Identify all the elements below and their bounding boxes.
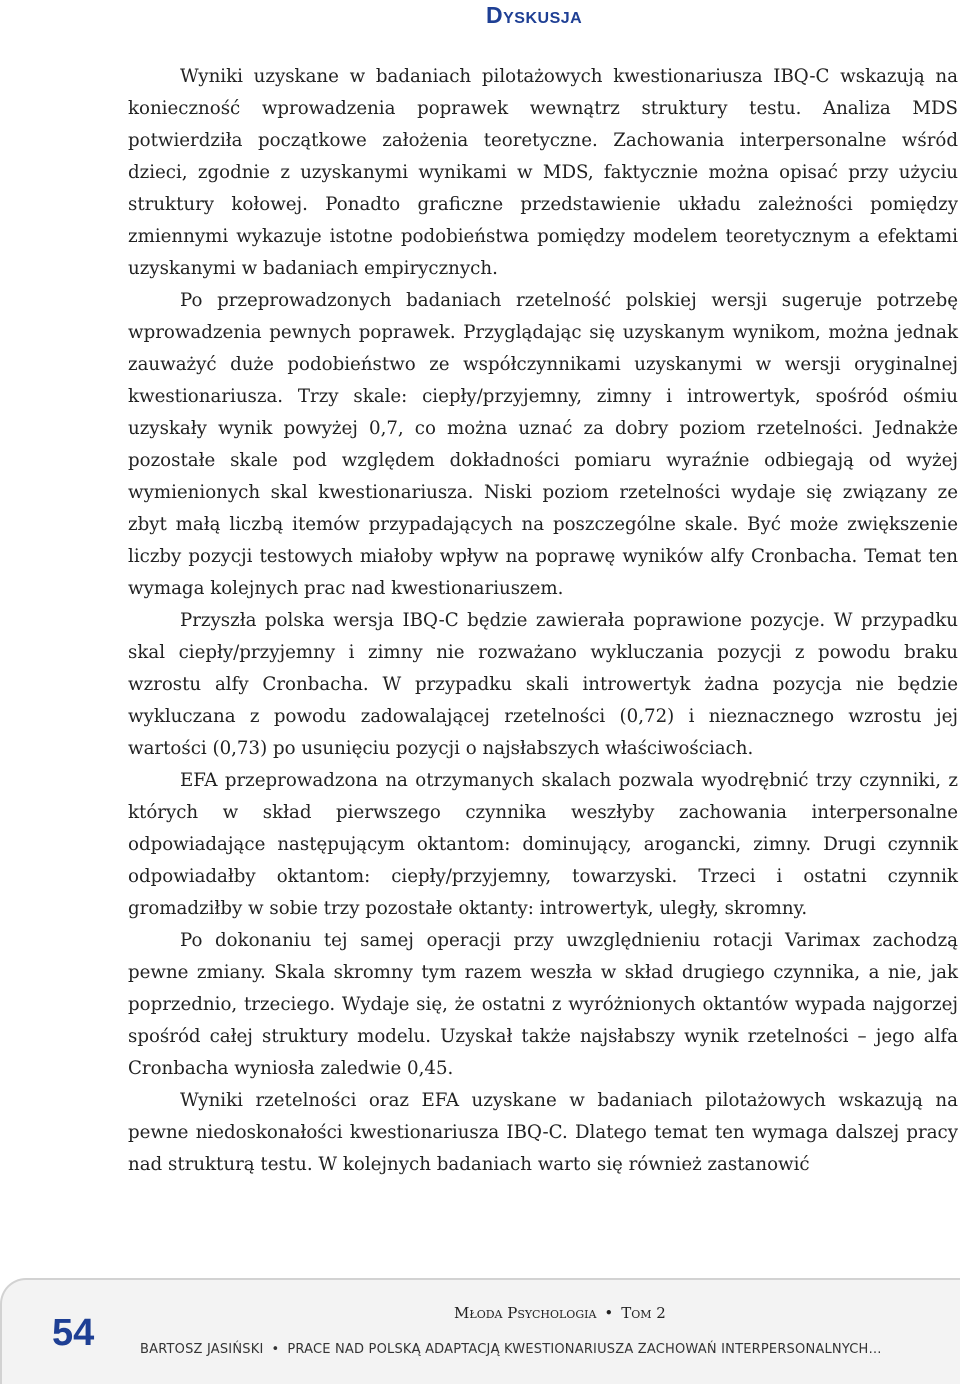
paragraph-6: Wyniki rzetelności oraz EFA uzyskane w badaniach pilotażowych wskazują na pewne niedoskonałości kwestionariusza IBQ-C. Dlatego temat ten wymaga dalszej pracy nad strukturą testu. W kolejnych badaniach warto się również zastanowić xyxy=(128,1090,958,1175)
page-footer xyxy=(0,1278,960,1384)
running-title xyxy=(140,1342,882,1357)
author-name: BARTOSZ JASIŃSKI xyxy=(140,1342,264,1357)
journal-info xyxy=(454,1304,666,1322)
separator-dot: • xyxy=(271,1342,280,1357)
section-heading: Dyskusja xyxy=(486,2,583,28)
paragraph-3: Przyszła polska wersja IBQ-C będzie zawierała poprawione pozycje. W przypadku skal ciepły/przyjemny i zimny nie rozważano wykluczania pozycji z powodu braku wzrostu alfy Cronbacha. W przypadku skali introwertyk żadna pozycja nie będzie wykluczana z powodu zadowalającej rzetelności (0,72) i nieznacznego wzrostu jej wartości (0,73) po usunięciu pozycji o najsłabszych właściwościach. xyxy=(128,610,958,759)
separator-dot: • xyxy=(604,1304,614,1322)
paragraph-4: EFA przeprowadzona na otrzymanych skalach pozwala wyodrębnić trzy czynniki, z których w skład pierwszego czynnika weszłyby zachowania interpersonalne odpowiadające następującym oktantom: dominujący, arogancki, zimny. Drugi czynnik odpowiadałby oktantom: ciepły/przyjemny, towarzyski. Trzeci i ostatni czynnik gromadziłby w sobie trzy pozostałe oktanty: introwertyk, uległy, skromny. xyxy=(128,770,958,919)
paragraph-1: Wyniki uzyskane w badaniach pilotażowych kwestionariusza IBQ-C wskazują na konieczność wprowadzenia poprawek wewnątrz struktury testu. Analiza MDS potwierdziła początkowe założenia teoretyczne. Zachowania interpersonalne wśród dzieci, zgodnie z uzyskanymi wynikami w MDS, faktycznie można opisać przy użyciu struktury kołowej. Ponadto graficzne przedstawienie układu zależności pomiędzy zmiennymi wykazuje istotne podobieństwa pomiędzy modelem teoretycznym a efektami uzyskanymi w badaniach empirycznych. xyxy=(128,66,958,279)
journal-volume: Tom 2 xyxy=(621,1304,666,1322)
paragraph-2: Po przeprowadzonych badaniach rzetelność polskiej wersji sugeruje potrzebę wprowadzenia pewnych poprawek. Przyglądając się uzyskanym wynikom, można jednak zauważyć duże podobieństwo ze współczynnikami uzyskanymi w wersji oryginalnej kwestionariusza. Trzy skale: ciepły/przyjemny, zimny i introwertyk, spośród ośmiu uzyskały wynik powyżej 0,7, co można uznać za dobry poziom rzetelności. Jednakże pozostałe skale pod względem dokładności pomiaru wyraźnie odbiegają od wyżej wymienionych skal kwestionariusza. Niski poziom rzetelności wydaje się związany ze zbyt małą liczbą itemów przypadających na poszczególne skale. Być może zwiększenie liczby pozycji testowych miałoby wpływ na poprawę wyników alfy Cronbacha. Temat ten wymaga kolejnych prac nad kwestionariuszem. xyxy=(128,290,958,599)
page-number: 54 xyxy=(52,1312,95,1354)
journal-title: Młoda Psychologia xyxy=(454,1304,597,1322)
paragraph-5: Po dokonaniu tej samej operacji przy uwzględnieniu rotacji Varimax zachodzą pewne zmiany. Skala skromny tym razem weszła w skład drugiego czynnika, a nie, jak poprzednio, trzeciego. Wydaje się, że ostatni z wyróżnionych oktantów wypada najgorzej spośród całej struktury modelu. Uzyskał także najsłabszy wynik rzetelności – jego alfa Cronbacha wyniosła zaledwie 0,45. xyxy=(128,930,958,1079)
body-text xyxy=(128,61,958,1181)
article-title: PRACE NAD POLSKĄ ADAPTACJĄ KWESTIONARIUSZA ZACHOWAŃ INTERPERSONALNYCH… xyxy=(287,1342,882,1357)
